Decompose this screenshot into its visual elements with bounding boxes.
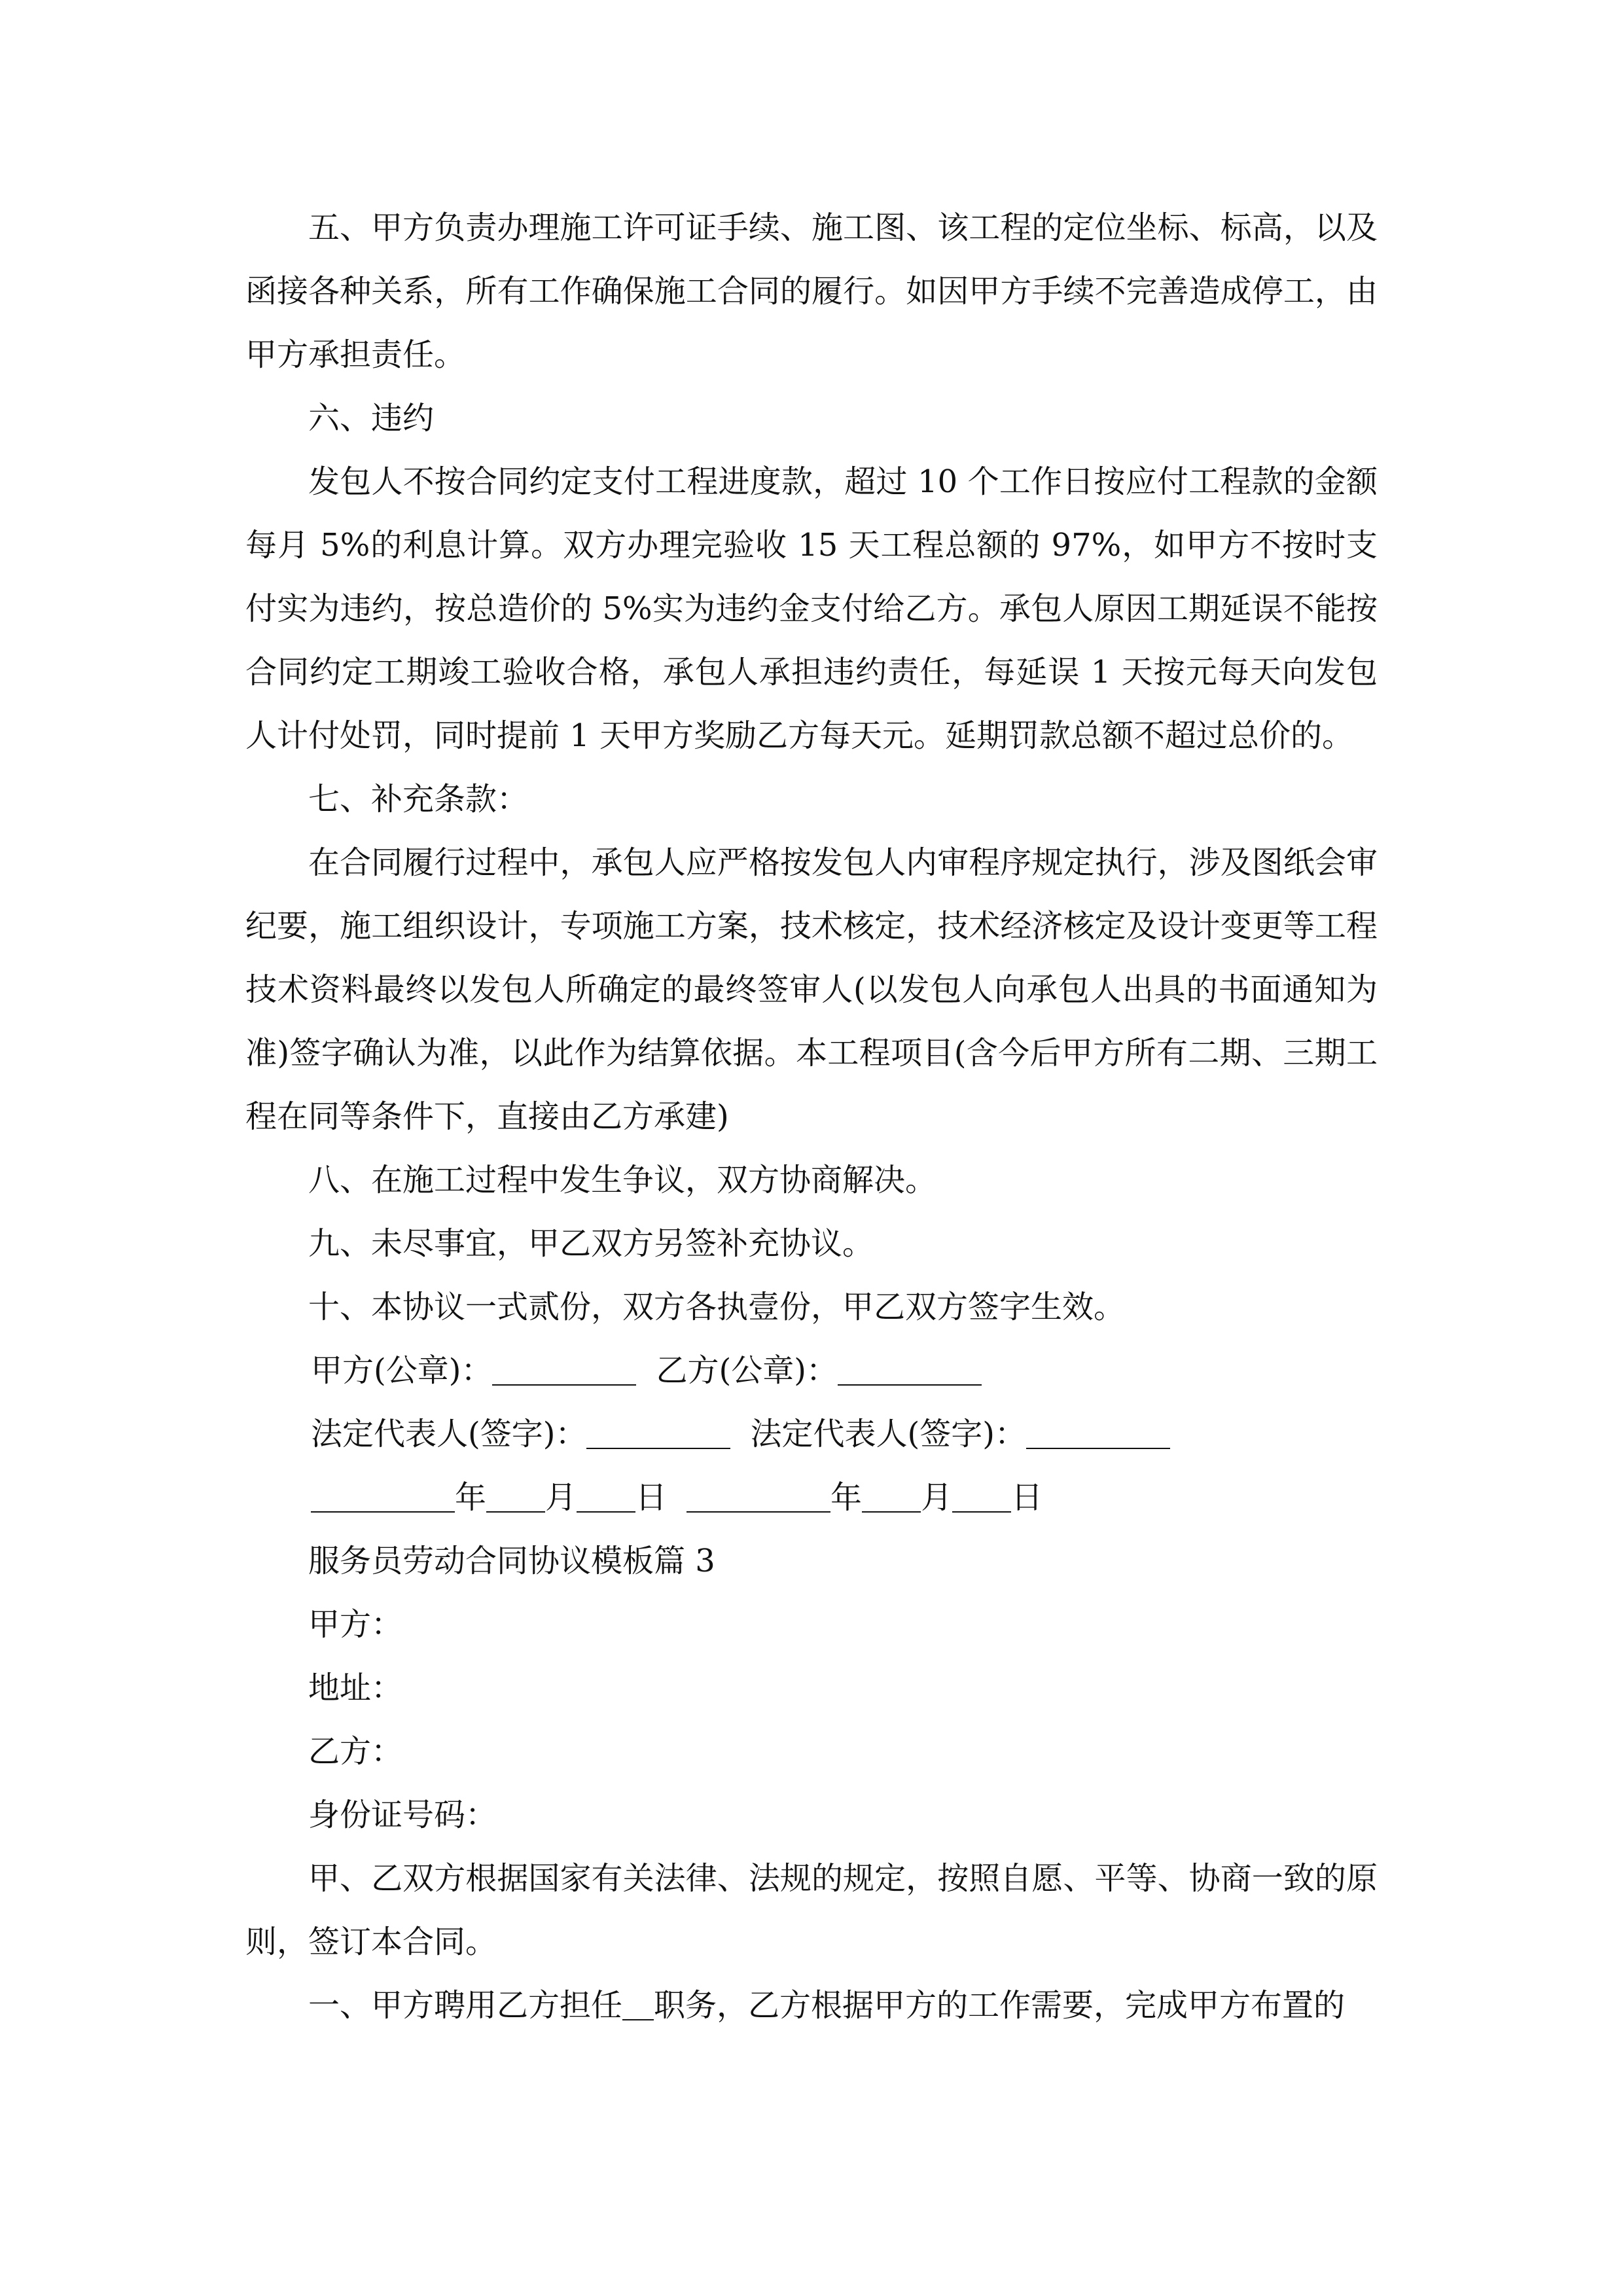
party-a-seal-label: 甲方(公章)： xyxy=(311,1352,493,1389)
clause-8: 八、在施工过程中发生争议，双方协商解决。 xyxy=(308,1162,937,1198)
year-a-label: 年 xyxy=(455,1479,487,1516)
day-b-blank xyxy=(952,1480,1011,1513)
section-3-intro: 甲、乙双方根据国家有关法律、法规的规定，按照自愿、平等、协商一致的原则，签订本合同。 xyxy=(245,1860,1378,1960)
section-3-id-number: 身份证号码： xyxy=(308,1797,497,1833)
party-seal-line xyxy=(245,1339,1378,1403)
year-a-blank xyxy=(311,1480,455,1513)
section-3-party-b: 乙方： xyxy=(308,1733,403,1770)
date-line xyxy=(245,1466,1378,1530)
clause-6-body: 发包人不按合同约定支付工程进度款，超过 10 个工作日按应付工程款的金额每月 5%的利息计算。双方办理完验收 15 天工程总额的 97%，如甲方不按时支付实为违约，按总造价的 5%实为违约金支付给乙方。承包人原因工期延误不能按合同约定工期竣工验收合格，承包人承担违约责任，每延误 1 天按元每天向发包人计付处罚，同时提前 1 天甲方奖励乙方每天元。延期罚款总额不超过总价的。 xyxy=(245,463,1378,754)
rep-a-label: 法定代表人(签字)： xyxy=(311,1416,587,1452)
rep-b-label: 法定代表人(签字)： xyxy=(750,1416,1026,1452)
section-3-title: 服务员劳动合同协议模板篇 3 xyxy=(308,1543,715,1579)
clause-7-body: 在合同履行过程中，承包人应严格按发包人内审程序规定执行，涉及图纸会审纪要，施工组织设计，专项施工方案，技术核定，技术经济核定及设计变更等工程技术资料最终以发包人所确定的最终签审人(以发包人向承包人出具的书面通知为准)签字确认为准，以此作为结算依据。本工程项目(含今后甲方所有二期、三期工程在同等条件下，直接由乙方承建) xyxy=(245,844,1378,1135)
clause-9: 九、未尽事宜，甲乙双方另签补充协议。 xyxy=(308,1225,874,1262)
clause-1-start: 一、甲方聘用乙方担任 xyxy=(308,1987,623,2024)
section-3-address: 地址： xyxy=(308,1670,403,1706)
representative-line xyxy=(245,1403,1378,1466)
clause-5: 五、甲方负责办理施工许可证手续、施工图、该工程的定位坐标、标高，以及函接各种关系，所有工作确保施工合同的履行。如因甲方手续不完善造成停工，由甲方承担责任。 xyxy=(245,209,1378,373)
day-b-label: 日 xyxy=(1011,1479,1043,1516)
year-b-label: 年 xyxy=(830,1479,863,1516)
month-a-label: 月 xyxy=(545,1479,577,1516)
day-a-label: 日 xyxy=(635,1479,668,1516)
section-3-clause-1 xyxy=(245,1974,1378,2037)
clause-10: 十、本协议一式贰份，双方各执壹份，甲乙双方签字生效。 xyxy=(308,1289,1126,1325)
party-a-seal-blank xyxy=(492,1353,636,1386)
clause-1-end: 职务，乙方根据甲方的工作需要，完成甲方布置的 xyxy=(654,1987,1346,2024)
position-blank xyxy=(622,1988,654,2020)
clause-6-title: 六、违约 xyxy=(308,400,435,437)
month-a-blank xyxy=(486,1480,545,1513)
year-b-blank xyxy=(687,1480,830,1513)
clause-7-title: 七、补充条款： xyxy=(308,781,529,817)
rep-a-blank xyxy=(586,1416,730,1449)
month-b-label: 月 xyxy=(921,1479,953,1516)
rep-b-blank xyxy=(1026,1416,1170,1449)
party-b-seal-blank xyxy=(838,1353,982,1386)
section-3-party-a: 甲方： xyxy=(308,1606,403,1643)
document-page xyxy=(245,196,1378,2037)
day-a-blank xyxy=(577,1480,635,1513)
month-b-blank xyxy=(862,1480,921,1513)
party-b-seal-label: 乙方(公章)： xyxy=(656,1352,838,1389)
